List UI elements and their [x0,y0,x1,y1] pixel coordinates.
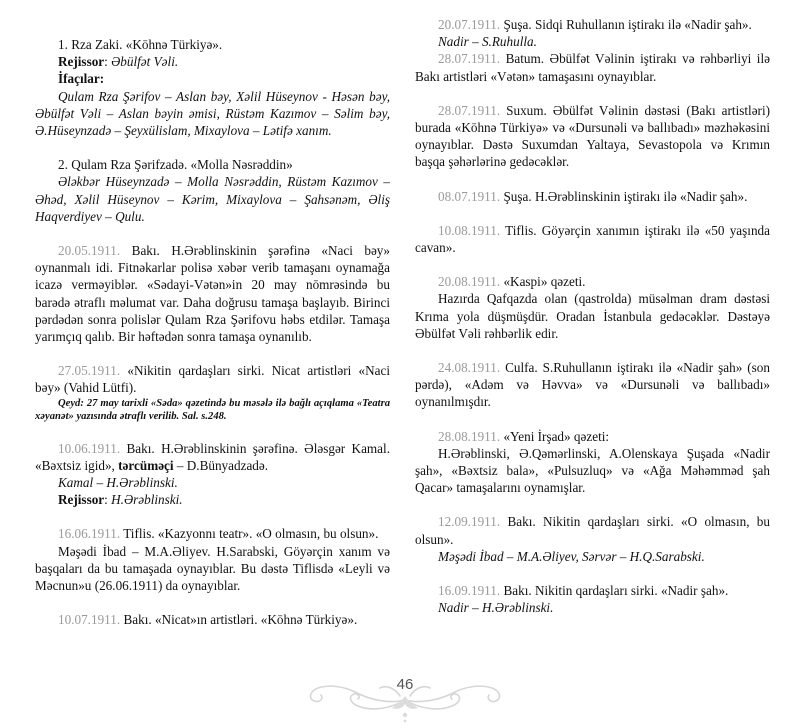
entry-text: – D.Bünyadzadə. [173,457,269,473]
entry-16-09-1911 [415,582,770,616]
entry-paragraph [415,102,770,171]
entry-date: 28.07.1911. [438,102,501,118]
entry-date: 20.07.1911. [438,17,501,32]
entry-28-08-1911 [415,428,770,497]
director-line [35,491,390,508]
entry-text: «Yeni İrşad» qəzeti: [500,428,610,444]
separator: : [104,54,112,70]
entry-text: Tiflis. Göyərçin xanımın iştirakı ilə «50 yaşında cavan». [415,222,770,256]
entry-kohne-turkiye [35,36,390,139]
director-line [35,53,390,70]
entry-paragraph [35,242,390,345]
entry-20-07-1911 [415,16,770,50]
entry-text: Şuşa. Sidqi Ruhullanın iştirakı ilə «Nadir şah». [500,17,752,32]
director-name: H.Ərəblinski. [111,492,183,508]
entry-paragraph [415,359,770,411]
entry-20-05-1911 [35,242,390,345]
entry-paragraph [415,273,770,290]
entry-paragraph: Hazırda Qafqazda olan (qastrolda) müsəlman dram dəstəsi Krıma yola düşmüşdür. Oradan İstanbula gedəcəklər. Dəstəyə Əbülfət Vəli rəhbərlik edir. [415,291,770,341]
entry-24-08-1911 [415,359,770,411]
cast-list: Kamal – H.Ərəblinski. [58,475,178,491]
entry-paragraph: H.Ərəblinski, Ə.Qəmərlinski, A.Olenskaya Şuşada «Nadir şah», «Bəxtsiz bala», «Pulsuzluq» və «Ağa Məhəmməd şah Qacar» tamaşalarını oynamışlar. [415,445,770,496]
director-label: Rejissor [58,492,105,508]
entry-date: 28.08.1911. [438,428,501,444]
entry-text: Suxum. Əbülfət Vəlinin dəstəsi (Bakı artistləri) burada «Kōhnə Türkiyə» və «Dursunəli və ballıbadı» məzhəkəsini oynayıblar. Dəstə Suxumdan Yaltaya, Sevastopola və Krımın başqa şəhərlərinə gedəcəklər. [415,102,770,170]
entry-paragraph [415,16,770,33]
entry-text: Bakı. «Nicat»ın artistləri. «Kōhnə Türkiyə». [120,612,358,628]
entry-paragraph [415,582,770,599]
entry-08-07-1911 [415,188,770,205]
entry-paragraph [35,440,390,474]
entry-date: 10.08.1911. [438,222,501,238]
entry-10-06-1911 [35,440,390,509]
entry-paragraph [35,611,390,628]
entry-27-05-1911 [35,362,390,422]
entry-paragraph [415,50,770,84]
entry-date: 24.08.1911. [438,360,501,376]
entry-date: 27.05.1911. [58,363,121,379]
translator-label: tərcüməçi [118,457,174,473]
entry-text: «Nikitin qardaşları sirki. Nicat artistləri «Naci bəy» (Vahid Lütfi). [35,363,390,396]
entry-paragraph [35,362,390,396]
entry-date: 12.09.1911. [438,514,501,530]
entry-date: 10.07.1911. [58,612,121,628]
entry-12-09-1911 [415,513,770,565]
entry-text: «Kaspi» qəzeti. [500,274,586,290]
entry-16-06-1911 [35,525,390,594]
entry-text: Bakı. Nikitin qardaşları sirki. «O olmasın, bu olsun». [415,514,770,547]
entry-20-08-1911 [415,273,770,342]
entry-28-07-1911-batum [415,50,770,84]
entry-text: Culfa. S.Ruhullanın iştirakı ilə «Nadir şah» (son pərdə), «Adəm və Həvva» və «Dursunəli və ballıbadı» oynanılmışdır. [415,360,770,410]
entry-date: 16.09.1911. [438,583,501,599]
entry-date: 10.06.1911. [58,440,121,456]
entry-paragraph [415,222,770,256]
entry-title: 2. Qulam Rza Şərifzadə. «Molla Nəsrəddin» [58,157,293,173]
entry-molla-nesreddin [35,156,390,225]
cast-label: İfaçılar: [58,71,105,87]
cast-list: Ələkbər Hüseynzadə – Molla Nəsrəddin, Rüstəm Kazımov – Əhəd, Xəlil Hüseynov – Kərim, Mixaylova – Şahsənəm, Əliş Haqverdiyev – Qulu. [35,174,390,224]
separator: : [104,492,112,508]
entry-paragraph [415,513,770,547]
entry-date: 16.06.1911. [58,526,121,542]
entry-date: 28.07.1911. [438,51,501,67]
entry-paragraph [35,525,390,542]
entry-paragraph [415,428,770,445]
entry-note: Qeyd: 27 may tarixli «Səda» qəzetində bu məsələ ilə bağlı açıqlama «Teatra xəyanət» yazısında ətraflı verilib. Sal. s.248. [35,397,390,422]
entry-text: Batum. Əbülfət Vəlinin iştirakı və rəhbərliyi ilə Bakı artistləri «Vətən» tamaşasını oynayıblar. [415,51,770,84]
cast-list: Qulam Rza Şərifov – Aslan bəy, Xəlil Hüseynov - Həsən bəy, Əbülfət Vəli – Aslan bəyin əmisi, Rüstəm Kazımov – Səlim bəy, Ə.Hüseynzadə – Şeyxülislam, Mixaylova – Lətifə xanım. [35,88,390,139]
entry-date: 20.05.1911. [58,243,121,259]
entry-paragraph [415,188,770,205]
entry-text: Bakı. Nikitin qardaşları sirki. «Nadir şah». [500,583,729,599]
cast-list: Məşədi İbad – M.A.Əliyev, Sərvər – H.Q.Sarabski. [438,548,705,564]
director-name: Əbülfət Vəli. [111,54,179,70]
right-column [415,16,770,616]
entry-paragraph: Məşədi İbad – M.A.Əliyev. H.Sarabski, Göyərçin xanım və başqaları da bu tamaşada oynayıblar. Bu dəstə Tiflisdə «Leyli və Məcnun»u (26.06.1911) da oynayıblar. [35,543,390,594]
director-label: Rejissor [58,54,105,70]
entry-10-07-1911 [35,611,390,628]
page-number: 46 [396,676,414,693]
entry-date: 08.07.1911. [438,188,501,204]
entry-text: Tiflis. «Kazyonnı teatr». «O olmasın, bu olsun». [120,526,379,542]
entry-28-07-1911-suxum [415,102,770,171]
page-footer [300,670,510,726]
entry-date: 20.08.1911. [438,274,501,290]
entry-title: 1. Rza Zaki. «Kōhnə Türkiyə». [58,37,223,52]
cast-list: Nadir – H.Ərəblinski. [438,600,554,616]
entry-text: Şuşa. H.Ərəblinskinin iştirakı ilə «Nadir şah». [500,188,748,204]
cast-list: Nadir – S.Ruhulla. [438,34,537,50]
entry-text: Bakı. H.Ərəblinskinin şərəfinə «Naci bəy» oynanmalı idi. Fitnəkarlar polisə xəbər verib tamaşanı oynamağa icazə verməyiblər. «Sədayi-Vətən»in 20 may nōmrəsində bu barədə ətraflı məlumat var. Daha doğrusu tamaşa başlayıb. Birinci pərdədən sonra polislər Qulam Rza Şərifovu həbs etdilər. Tamaşa yarımçıq qalıb. Bir həftədən sonra tamaşa oynanılıb. [35,243,390,345]
entry-text: Bakı. H.Ərəblinskinin şərəfinə. Ələsgər Kamal. «Bəxtsiz igid», [35,440,390,473]
left-column [35,36,390,628]
entry-10-08-1911 [415,222,770,256]
